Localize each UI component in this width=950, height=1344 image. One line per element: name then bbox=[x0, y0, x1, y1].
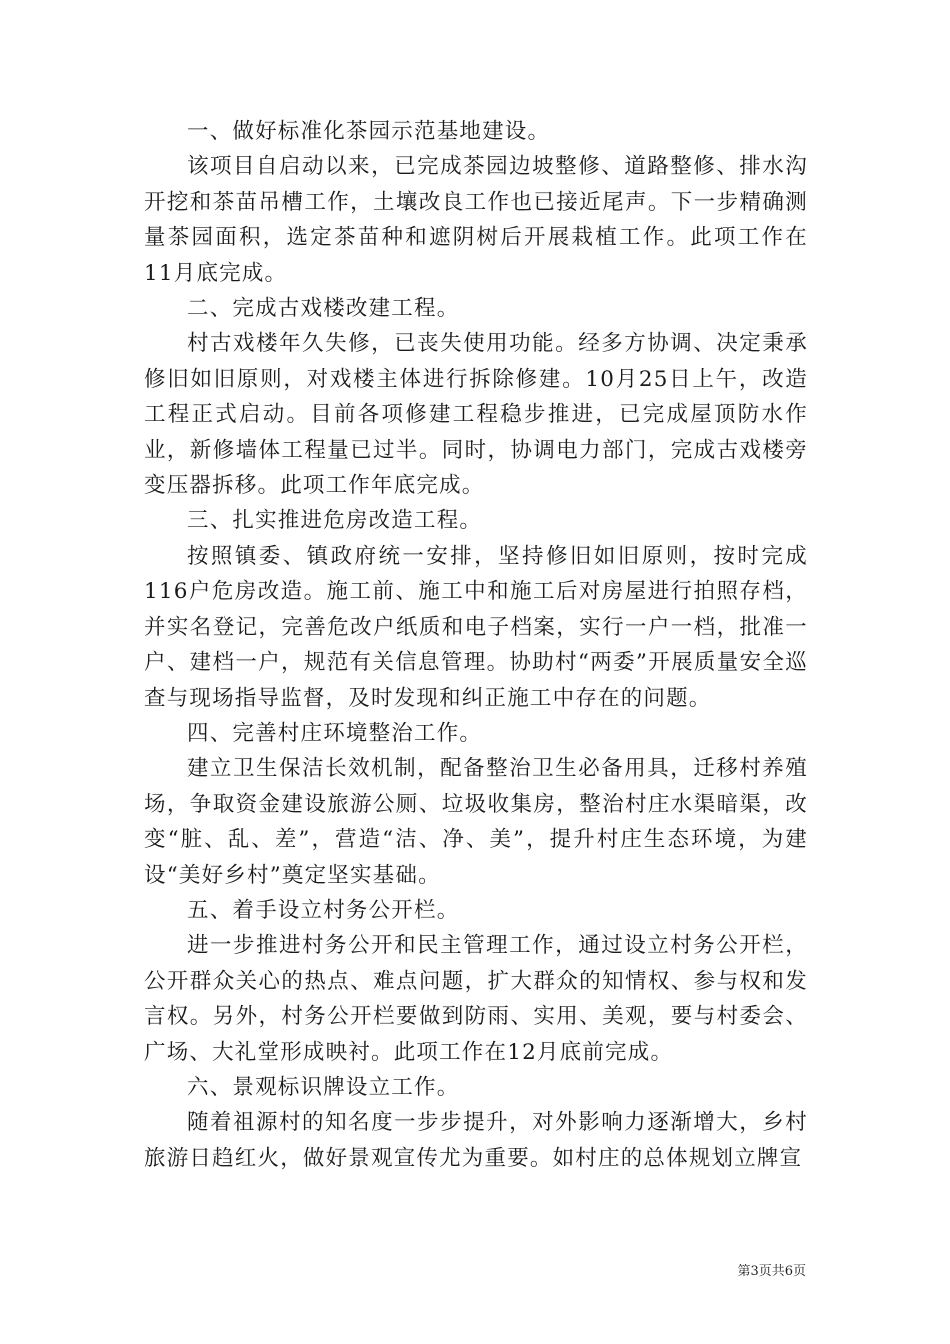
paragraph-opera-stage: 村古戏楼年久失修，已丧失使用功能。经多方协调、决定秉承修旧如旧原则，对戏楼主体进行拆除修建。10月25日上午，改造工程正式启动。目前各项修建工程稳步推进，已完成屋顶防水作业，新修墙体工程量已过半。同时，协调电力部门，完成古戏楼旁变压器拆移。此项工作年底完成。 bbox=[144, 331, 808, 499]
section-heading-1: 一、做好标准化茶园示范基地建设。 bbox=[187, 119, 551, 144]
paragraph-public-board: 进一步推进村务公开和民主管理工作，通过设立村务公开栏，公开群众关心的热点、难点问题，扩大群众的知情权、参与权和发言权。另外，村务公开栏要做到防雨、实用、美观，要与村委会、广场、大礼堂形成映衬。此项工作在12月底前完成。 bbox=[144, 933, 808, 1065]
section-heading-4: 四、完善村庄环境整治工作。 bbox=[187, 720, 483, 746]
paragraph-landscape-signs: 随着祖源村的知名度一步步提升，对外影响力逐渐增大，乡村旅游日趋红火，做好景观宣传尤为重要。如村庄的总体规划立牌宣 bbox=[144, 1110, 808, 1171]
page-number-footer: 第3页共6页 bbox=[737, 1264, 806, 1279]
section-heading-3: 三、扎实推进危房改造工程。 bbox=[187, 508, 483, 534]
section-heading-5: 五、着手设立村务公开栏。 bbox=[187, 897, 460, 923]
section-heading-6: 六、景观标识牌设立工作。 bbox=[187, 1074, 460, 1100]
paragraph-dangerous-housing: 按照镇委、镇政府统一安排，坚持修旧如旧原则，按时完成116户危房改造。施工前、施工中和施工后对房屋进行拍照存档，并实名登记，完善危改户纸质和电子档案，实行一户一档，批准一户、建档一户，规范有关信息管理。协助村“两委”开展质量安全巡查与现场指导监督，及时发现和纠正施工中存在的问题。 bbox=[144, 543, 808, 711]
paragraph-environment: 建立卫生保洁长效机制，配备整治卫生必备用具，迁移村养殖场，争取资金建设旅游公厕、垃圾收集房，整治村庄水渠暗渠，改变“脏、乱、差”，营造“洁、净、美”，提升村庄生态环境，为建设“美好乡村”奠定坚实基础。 bbox=[144, 756, 808, 888]
paragraph-tea-garden: 该项目自启动以来，已完成茶园边坡整修、道路整修、排水沟开挖和茶苗吊槽工作，土壤改良工作也已接近尾声。下一步精确测量茶园面积，选定茶苗种和遮阴树后开展栽植工作。此项工作在11月底完成。 bbox=[144, 154, 808, 286]
document-body bbox=[144, 114, 808, 1176]
section-heading-2: 二、完成古戏楼改建工程。 bbox=[187, 296, 460, 322]
